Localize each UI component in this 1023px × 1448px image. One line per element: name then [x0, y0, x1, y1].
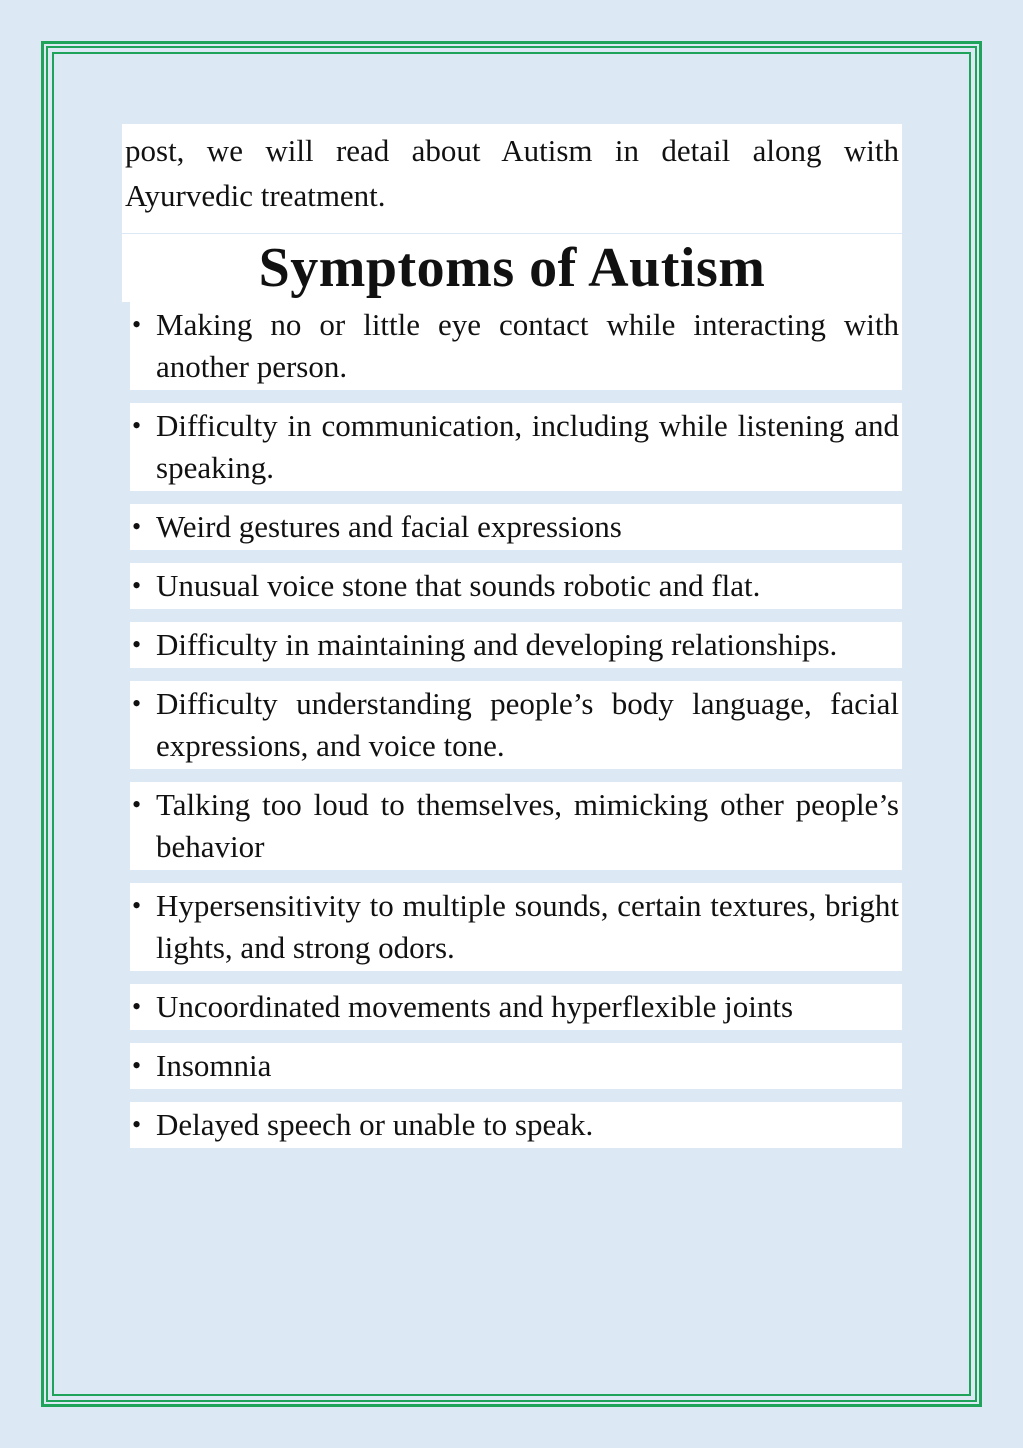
list-item [130, 883, 902, 971]
symptom-text: Unusual voice stone that sounds robotic and flat. [156, 568, 761, 603]
symptom-text: Delayed speech or unable to speak. [156, 1107, 594, 1142]
symptom-text: Hypersensitivity to multiple sounds, certain textures, bright lights, and strong odors. [156, 888, 899, 965]
list-item [130, 1102, 902, 1148]
symptom-list [130, 302, 902, 1161]
bullet-icon: • [132, 310, 142, 339]
list-item [130, 622, 902, 668]
intro-paragraph [122, 124, 902, 233]
symptom-text: Difficulty in communication, including while listening and speaking. [156, 408, 899, 485]
symptom-text: Talking too loud to themselves, mimicking other people’s behavior [156, 787, 899, 864]
bullet-icon: • [132, 790, 142, 819]
list-item [130, 984, 902, 1030]
symptom-text: Making no or little eye contact while interacting with another person. [156, 307, 899, 384]
section-heading: Symptoms of Autism [258, 237, 766, 299]
bullet-icon: • [132, 512, 142, 541]
bullet-icon: • [132, 411, 142, 440]
list-item [130, 504, 902, 550]
bullet-icon: • [132, 571, 142, 600]
list-item [130, 782, 902, 870]
list-item [130, 302, 902, 390]
bullet-icon: • [132, 992, 142, 1021]
symptom-text: Difficulty in maintaining and developing relationships. [156, 627, 838, 662]
list-item [130, 403, 902, 491]
symptom-text: Insomnia [156, 1048, 272, 1083]
symptom-text: Difficulty understanding people’s body language, facial expressions, and voice tone. [156, 686, 899, 763]
list-item [130, 1043, 902, 1089]
list-item [130, 681, 902, 769]
bullet-icon: • [132, 891, 142, 920]
symptom-text: Weird gestures and facial expressions [156, 509, 622, 544]
bullet-icon: • [132, 689, 142, 718]
bullet-icon: • [132, 1110, 142, 1139]
heading-panel [122, 234, 902, 302]
bullet-icon: • [132, 1051, 142, 1080]
symptom-text: Uncoordinated movements and hyperflexible joints [156, 989, 794, 1024]
bullet-icon: • [132, 630, 142, 659]
list-item [130, 563, 902, 609]
intro-text: post, we will read about Autism in detail along with Ayurvedic treatment. [125, 133, 899, 213]
